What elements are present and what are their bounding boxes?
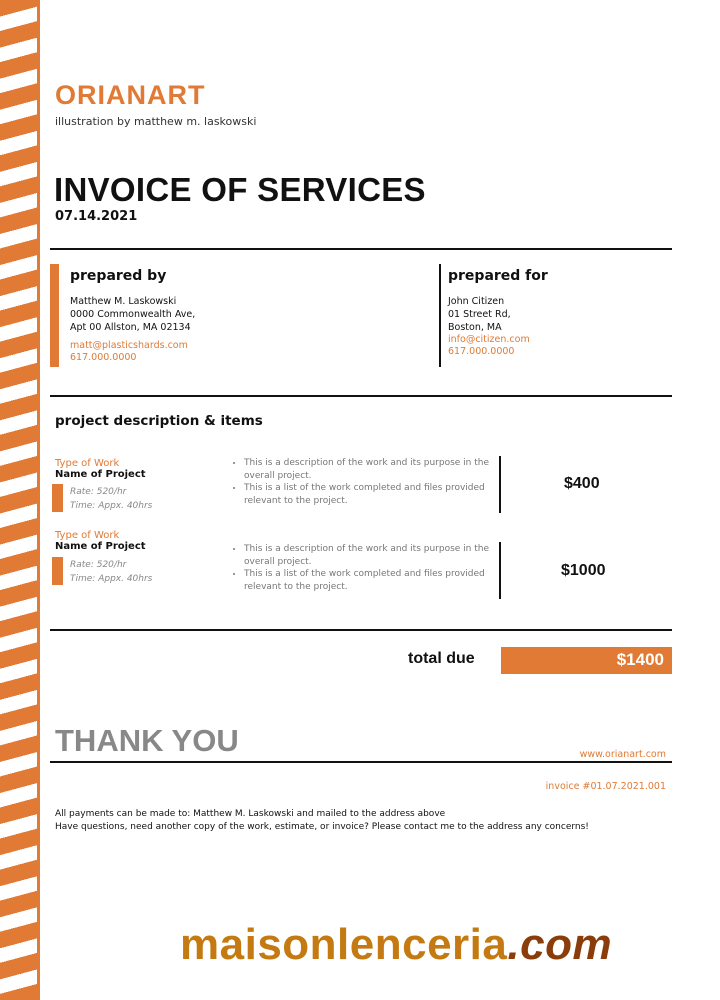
item-1-meta <box>70 485 152 513</box>
prepared-by-address-line1: 0000 Commonwealth Ave, <box>70 309 196 320</box>
prepared-for-block <box>448 295 530 358</box>
item-rate: Rate: 520/hr <box>70 487 127 497</box>
divider <box>50 629 672 631</box>
item-description-bullet: • This is a description of the work and its purpose in the overall project. <box>244 457 490 482</box>
divider <box>50 248 672 250</box>
item-2-accent-bar <box>52 557 63 585</box>
item-time: Time: Appx. 40hrs <box>70 574 153 584</box>
prepared-for-email[interactable]: info@citizen.com <box>448 334 530 345</box>
total-due-box <box>501 647 672 674</box>
invoice-number: invoice #01.07.2021.001 <box>545 781 666 792</box>
item-time: Time: Appx. 40hrs <box>70 501 153 511</box>
item-1-description <box>228 457 490 507</box>
prepared-by-heading: prepared by <box>70 268 167 284</box>
divider <box>50 761 672 763</box>
contact-note: Have questions, need another copy of the work, estimate, or invoice? Please contact me to the address any concerns! <box>55 822 589 832</box>
prepared-for-address-line2: Boston, MA <box>448 322 502 333</box>
brand-logo: ORIANART <box>55 80 206 110</box>
item-description-bullet: • This is a list of the work completed and files provided relevant to the project. <box>244 482 490 507</box>
thank-you-heading: THANK YOU <box>55 723 239 758</box>
prepared-for-address-line1: 01 Street Rd, <box>448 309 511 320</box>
item-type: Type of Work <box>55 458 120 469</box>
item-type: Type of Work <box>55 530 120 541</box>
watermark-ext: .com <box>507 920 613 969</box>
invoice-date: 07.14.2021 <box>55 209 138 224</box>
decorative-stripe-border <box>0 0 40 1000</box>
prepared-by-accent-bar <box>50 264 59 367</box>
prepared-for-separator <box>439 264 441 367</box>
item-description-bullet: • This is a description of the work and its purpose in the overall project. <box>244 543 490 568</box>
prepared-by-block <box>70 295 195 364</box>
brand-tagline: illustration by matthew m. laskowski <box>55 115 257 128</box>
prepared-by-phone: 617.000.0000 <box>70 352 137 363</box>
prepared-for-name: John Citizen <box>448 296 505 307</box>
watermark-text: maisonlenceria <box>180 920 508 969</box>
item-description-bullet: • This is a list of the work completed and files provided relevant to the project. <box>244 568 490 593</box>
prepared-for-phone: 617.000.0000 <box>448 346 515 357</box>
total-due-label: total due <box>408 650 475 667</box>
invoice-title: INVOICE OF SERVICES <box>54 171 426 208</box>
prepared-by-address-line2: Apt 00 Allston, MA 02134 <box>70 322 191 333</box>
item-2-price: $1000 <box>561 562 606 579</box>
item-1-price: $400 <box>564 475 600 492</box>
item-1-separator <box>499 456 501 513</box>
item-1-info <box>55 458 146 480</box>
item-2-description <box>228 543 490 593</box>
item-project-name: Name of Project <box>55 541 146 552</box>
watermark <box>180 920 612 970</box>
project-section-title: project description & items <box>55 413 263 429</box>
item-2-meta <box>70 558 152 586</box>
website-link[interactable]: www.orianart.com <box>579 749 666 760</box>
prepared-for-heading: prepared for <box>448 268 548 284</box>
item-1-accent-bar <box>52 484 63 512</box>
item-2-separator <box>499 542 501 599</box>
item-rate: Rate: 520/hr <box>70 560 127 570</box>
item-project-name: Name of Project <box>55 469 146 480</box>
total-due-amount: $1400 <box>616 650 664 669</box>
prepared-by-name: Matthew M. Laskowski <box>70 296 177 307</box>
prepared-by-email[interactable]: matt@plasticshards.com <box>70 340 188 351</box>
payment-note: All payments can be made to: Matthew M. Laskowski and mailed to the address above <box>55 809 446 819</box>
item-2-info <box>55 530 146 552</box>
divider <box>50 395 672 397</box>
